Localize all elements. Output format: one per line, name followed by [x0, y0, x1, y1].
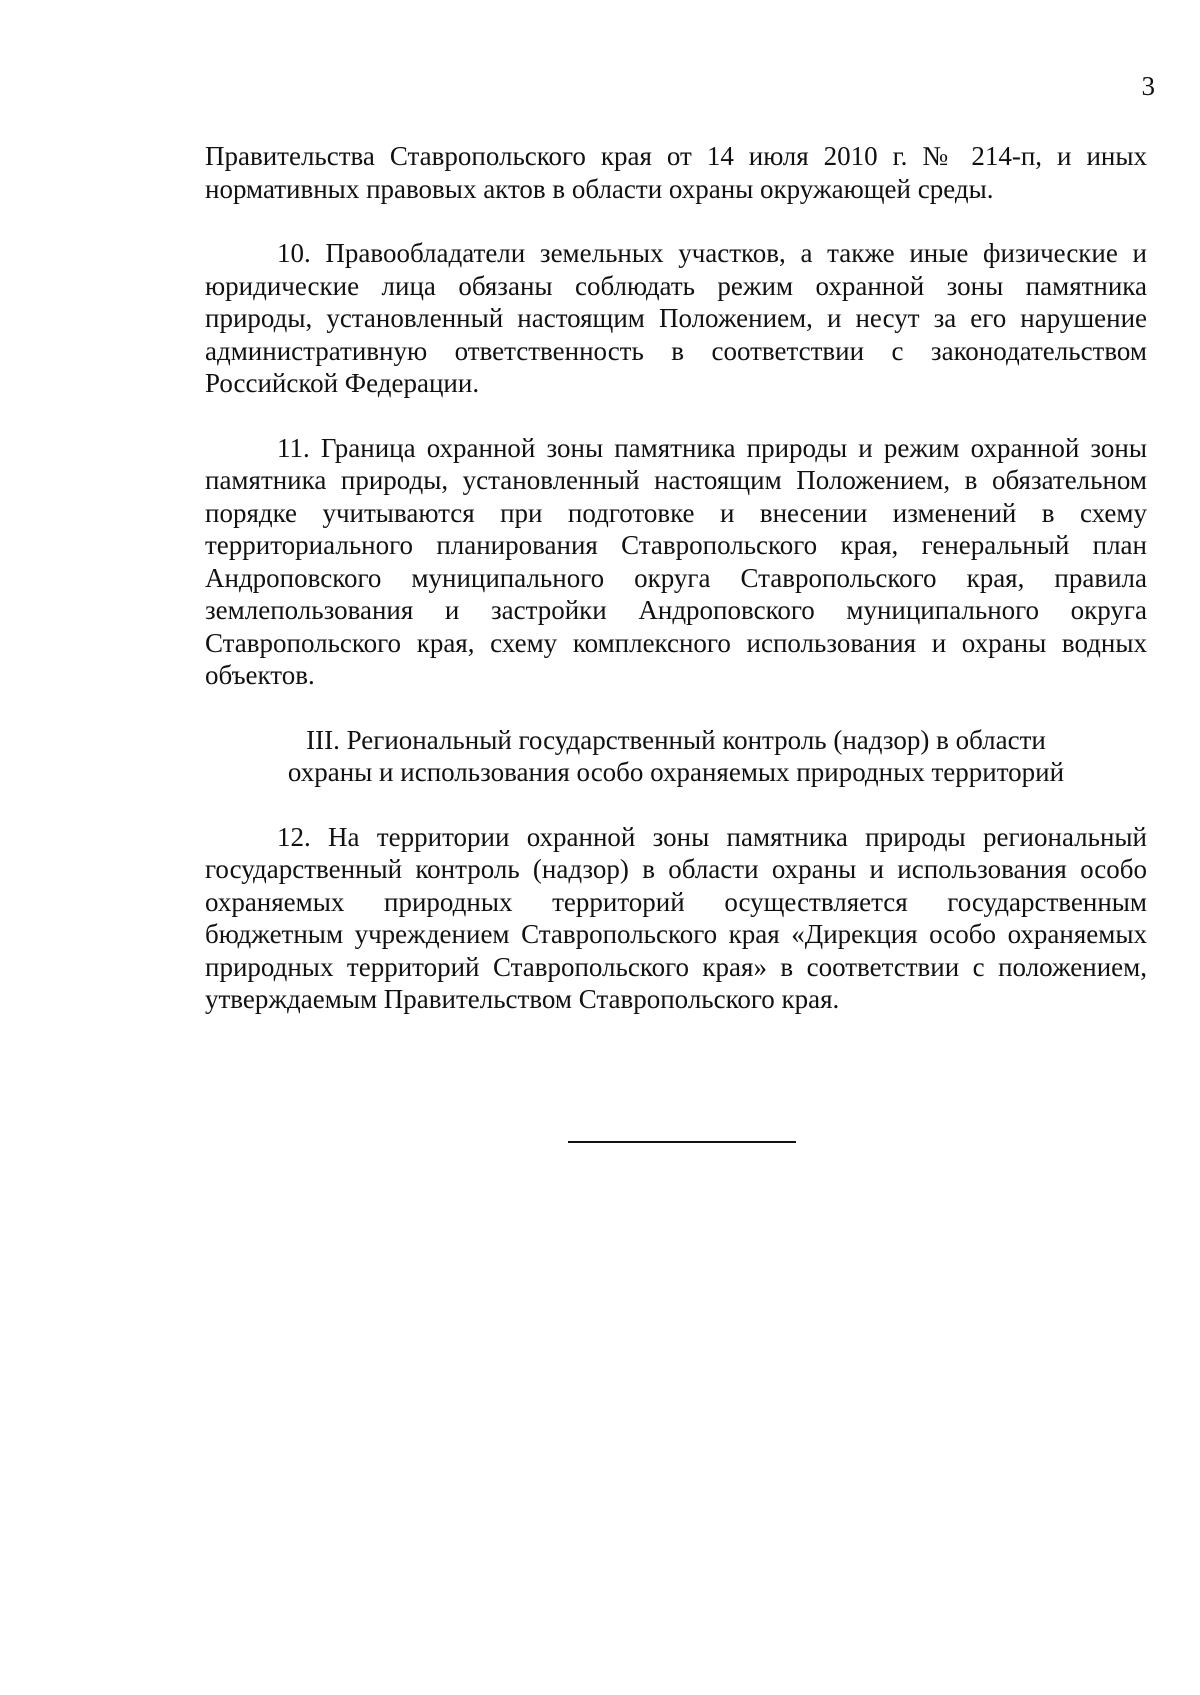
section-heading-line-2: охраны и использования особо охраняемых природных территорий [287, 757, 1065, 787]
paragraph-spacer [205, 400, 1147, 432]
section-heading-line-1: III. Региональный государственный контроль (надзор) в области [306, 724, 1046, 755]
paragraph-12: 12. На территории охранной зоны памятника природы региональный государственный контроль (надзор) в области охраны и использования особо охраняемых природных территорий осуществляется государственным бюджетным учреждением Ставропольского края «Дирекция особо охраняемых природных территорий Ставропольского края» в соответствии с положением, утверждаемым Правительством Ставропольского края. [205, 821, 1147, 1014]
paragraph-10: 10. Правообладатели земельных участков, а также иные физические и юридические лица обязаны соблюдать режим охранной зоны памятника природы, установленный настоящим Положением, и несут за его нарушение административную ответственность в соответствии с законодательством Российской Федерации. [205, 238, 1147, 398]
paragraph-continuation: Правительства Ставропольского края от 14 июля 2010 г. № 214-п, и иных нормативных правовых актов в области охраны окружающей среды. [205, 141, 1147, 204]
document-body [205, 140, 1147, 1016]
paragraph-spacer [205, 789, 1147, 821]
page-number: 3 [1141, 71, 1155, 101]
paragraph-spacer [205, 692, 1147, 724]
paragraph-spacer [205, 205, 1147, 237]
closing-rule [568, 1141, 796, 1143]
section-heading [205, 724, 1147, 789]
paragraph-11: 11. Граница охранной зоны памятника природы и режим охранной зоны памятника природы, установленный настоящим Положением, в обязательном порядке учитываются при подготовке и внесении изменений в схему территориального планирования Ставропольского края, генеральный план Андроповского муниципального округа Ставропольского края, правила землепользования и застройки Андроповского муниципального округа Ставропольского края, схему комплексного использования и охраны водных объектов. [205, 432, 1147, 690]
